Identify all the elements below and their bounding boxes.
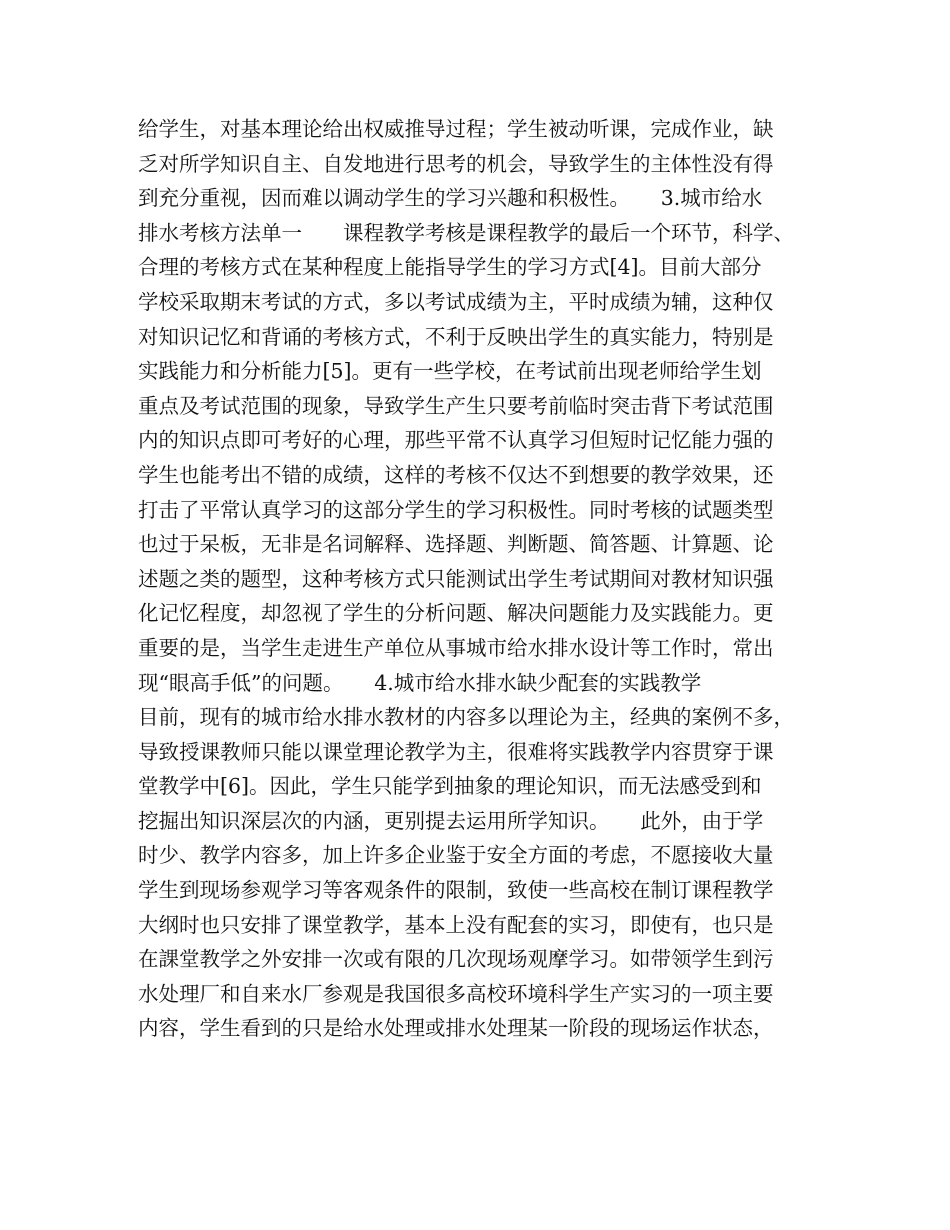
- text-line: 学校采取期末考试的方式，多以考试成绩为主，平时成绩为辅，这种仅: [138, 289, 774, 314]
- text-line: 现“眼高手低”的问题。 4.城市给水排水缺少配套的实践教学: [138, 670, 702, 695]
- text-line: 目前，现有的城市给水排水教材的内容多以理论为主，经典的案例不多，: [138, 705, 794, 730]
- text-line: 实践能力和分析能力[5]。更有一些学校，在考试前出现老师给学生划: [138, 359, 762, 384]
- text-line: 时少、教学内容多，加上许多企业鉴于安全方面的考虑，不愿接收大量: [138, 843, 774, 868]
- text-line: 到充分重视，因而难以调动学生的学习兴趣和积极性。 3.城市给水: [138, 186, 763, 211]
- text-line: 排水考核方法单一 课程教学考核是课程教学的最后一个环节，科学、: [138, 220, 794, 245]
- text-line: 内的知识点即可考好的心理，那些平常不认真学习但短时记忆能力强的: [138, 428, 774, 453]
- text-line: 对知识记忆和背诵的考核方式，不利于反映出学生的真实能力，特别是: [138, 324, 774, 349]
- text-line: 给学生，对基本理论给出权威推导过程；学生被动听课，完成作业，缺: [138, 117, 774, 141]
- text-line: 乏对所学知识自主、自发地进行思考的机会，导致学生的主体性没有得: [138, 151, 774, 176]
- text-line: 重要的是，当学生走进生产单位从事城市给水排水设计等工作时，常出: [138, 635, 774, 660]
- text-line: 在課堂教学之外安排一次或有限的几次现场观摩学习。如带领学生到污: [138, 947, 774, 972]
- text-line: 学生到现场参观学习等客观条件的限制，致使一些高校在制订课程教学: [138, 878, 774, 903]
- text-line: 大纲时也只安排了课堂教学，基本上没有配套的实习，即使有，也只是: [138, 912, 774, 937]
- text-line: 述题之类的题型，这种考核方式只能测试出学生考试期间对教材知识强: [138, 566, 774, 591]
- text-line: 堂教学中[6]。因此，学生只能学到抽象的理论知识，而无法感受到和: [138, 774, 762, 799]
- text-line: 内容，学生看到的只是给水处理或排水处理某一阶段的现场运作状态，: [138, 1016, 774, 1041]
- text-line: 水处理厂和自来水厂参观是我国很多高校环境科学生产实习的一项主要: [138, 981, 774, 1006]
- text-line: 挖掘出知识深层次的内涵，更别提去运用所学知识。 此外，由于学: [138, 808, 764, 833]
- text-line: 合理的考核方式在某种程度上能指导学生的学习方式[4]。目前大部分: [138, 255, 762, 280]
- text-line: 导致授课教师只能以课堂理论教学为主，很难将实践教学内容贯穿于课: [138, 739, 774, 764]
- text-line: 重点及考试范围的现象，导致学生产生只要考前临时突击背下考试范围: [138, 393, 774, 418]
- text-line: 打击了平常认真学习的这部分学生的学习积极性。同时考核的试题类型: [138, 497, 774, 522]
- text-line: 学生也能考出不错的成绩，这样的考核不仅达不到想要的教学效果，还: [138, 462, 774, 487]
- text-line: 化记忆程度，却忽视了学生的分析问题、解决问题能力及实践能力。更: [138, 601, 774, 626]
- text-line: 也过于呆板，无非是名词解释、选择题、判断题、简答题、计算题、论: [138, 532, 774, 557]
- body-text: [138, 112, 828, 1046]
